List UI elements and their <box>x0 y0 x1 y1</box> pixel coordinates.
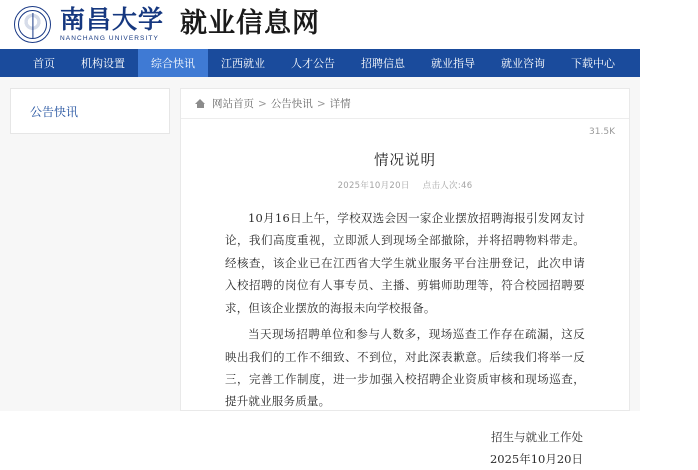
article-body <box>225 207 585 413</box>
brand-name-cn: 南昌大学 <box>60 4 165 34</box>
file-size-label: 31.5K <box>589 127 615 137</box>
breadcrumb-item-home[interactable]: 网站首页 <box>212 98 254 110</box>
university-seal-icon <box>14 6 51 43</box>
nav-item-talent-notice[interactable]: 人才公告 <box>291 57 335 70</box>
signature-date: 2025年10月20日 <box>489 451 583 466</box>
article-views: 点击人次:46 <box>422 181 473 191</box>
article-paragraph: 10月16日上午，学校双选会因一家企业摆放招聘海报引发网友讨论，我们高度重视，立即派人到现场全部撤除，并将招聘物料带走。经核查，该企业已在江西省大学生就业服务平台注册登记，此次申请入校招聘的岗位有人事专员、主播、剪辑师助理等，符合校园招聘要求，但该企业摆放的海报未向学校报备。 <box>225 211 585 315</box>
breadcrumb-separator-1: > <box>258 97 267 110</box>
signature-org: 招生与就业工作处 <box>491 429 583 444</box>
article-title: 情况说明 <box>374 153 436 169</box>
article-date: 2025年10月20日 <box>337 181 410 191</box>
article-signature <box>225 427 585 470</box>
content-wrapper <box>0 77 640 466</box>
breadcrumb-item-detail: 详情 <box>329 98 351 110</box>
site-title: 就业信息网 <box>180 8 321 39</box>
home-icon <box>195 99 206 109</box>
article-paragraph: 当天现场招聘单位和参与人数多，现场巡查工作存在疏漏，这反映出我们的工作不细致、不到位，对此深表歉意。后续我们将举一反三，完善工作制度，进一步加强入校招聘企业资质审核和现场巡查，提升就业服务质量。 <box>225 327 585 409</box>
site-header <box>0 0 640 49</box>
main-panel <box>180 88 630 466</box>
breadcrumb <box>181 89 629 119</box>
sidebar <box>10 88 170 134</box>
nav-item-jiangxi-jobs[interactable]: 江西就业 <box>221 57 265 70</box>
nav-item-downloads[interactable]: 下载中心 <box>571 57 615 70</box>
sidebar-item-announcements[interactable] <box>11 89 169 133</box>
article-meta <box>225 179 585 191</box>
brand-block <box>60 4 165 43</box>
nav-item-news[interactable]: 综合快讯 <box>138 49 208 77</box>
breadcrumb-separator-2: > <box>316 97 326 110</box>
sidebar-item-label: 公告快讯 <box>30 104 79 119</box>
nav-item-consulting[interactable]: 就业咨询 <box>501 57 545 70</box>
main-nav <box>0 49 685 77</box>
nav-item-home[interactable]: 首页 <box>33 57 55 70</box>
nav-item-guidance[interactable]: 就业指导 <box>431 57 475 70</box>
article <box>181 119 629 470</box>
breadcrumb-item-announcements[interactable]: 公告快讯 <box>270 98 313 110</box>
nav-item-recruitment[interactable]: 招聘信息 <box>361 57 405 70</box>
nav-item-guide[interactable]: 办事指南 <box>641 57 685 70</box>
brand-name-en: NANCHANG UNIVERSITY <box>60 35 159 43</box>
nav-item-organization[interactable]: 机构设置 <box>81 57 125 70</box>
